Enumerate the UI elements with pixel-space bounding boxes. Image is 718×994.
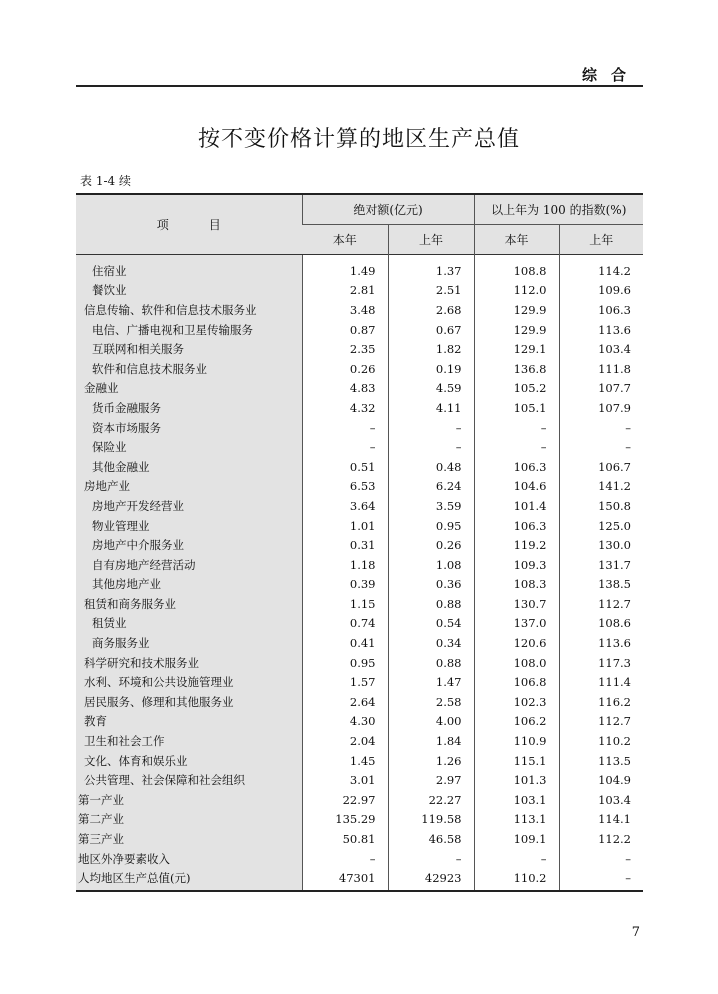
current-year-index-cell: 130.7 xyxy=(474,594,559,614)
current-year-index-cell: 137.0 xyxy=(474,614,559,634)
current-year-index-cell: 105.2 xyxy=(474,379,559,399)
previous-year-index-cell: 106.3 xyxy=(559,300,643,320)
previous-year-amount-cell: 0.19 xyxy=(388,359,474,379)
previous-year-index-cell: 109.6 xyxy=(559,281,643,301)
current-year-index-cell: 106.2 xyxy=(474,712,559,732)
current-year-amount-cell: 135.29 xyxy=(302,810,388,830)
row-label: 房地产开发经营业 xyxy=(76,496,302,516)
page-title: 按不变价格计算的地区生产总值 xyxy=(197,127,520,152)
table-row xyxy=(76,712,643,732)
previous-year-index-cell: 141.2 xyxy=(559,477,643,497)
previous-year-index-cell: 103.4 xyxy=(559,790,643,810)
previous-year-index-cell: – xyxy=(559,849,643,869)
row-label: 金融业 xyxy=(76,379,302,399)
row-label: 其他金融业 xyxy=(76,457,302,477)
previous-year-amount-cell: 1.37 xyxy=(388,255,474,281)
previous-year-amount-cell: – xyxy=(388,418,474,438)
current-year-index-cell: 109.1 xyxy=(474,829,559,849)
current-year-index-cell: 120.6 xyxy=(474,633,559,653)
previous-year-amount-cell: – xyxy=(388,437,474,457)
previous-year-amount-cell: 1.08 xyxy=(388,555,474,575)
current-year-amount-cell: 0.26 xyxy=(302,359,388,379)
current-year-index-cell: 129.1 xyxy=(474,339,559,359)
previous-year-amount-cell: 46.58 xyxy=(388,829,474,849)
page-number: 7 xyxy=(631,925,640,940)
row-label: 水利、环境和公共设施管理业 xyxy=(76,672,302,692)
previous-year-amount-cell: 0.36 xyxy=(388,575,474,595)
previous-year-index-cell: 111.4 xyxy=(559,672,643,692)
previous-year-index-cell: 138.5 xyxy=(559,575,643,595)
table-row xyxy=(76,457,643,477)
row-label: 电信、广播电视和卫星传输服务 xyxy=(76,320,302,340)
current-year-index-cell: 106.3 xyxy=(474,457,559,477)
current-year-amount-cell: 4.32 xyxy=(302,398,388,418)
previous-year-amount-cell: 1.82 xyxy=(388,339,474,359)
current-year-index-cell: 113.1 xyxy=(474,810,559,830)
table-row xyxy=(76,672,643,692)
current-year-index-cell: – xyxy=(474,849,559,869)
current-year-amount-cell: 0.95 xyxy=(302,653,388,673)
table-row xyxy=(76,614,643,634)
row-label: 互联网和相关服务 xyxy=(76,339,302,359)
previous-year-index-cell: 108.6 xyxy=(559,614,643,634)
previous-year-amount-cell: 0.95 xyxy=(388,516,474,536)
previous-year-amount-cell: 0.67 xyxy=(388,320,474,340)
current-year-index-cell: 110.2 xyxy=(474,868,559,891)
current-year-index-cell: 136.8 xyxy=(474,359,559,379)
absolute-amount-header: 绝对额(亿元) xyxy=(302,194,474,225)
previous-year-amount-cell: 0.48 xyxy=(388,457,474,477)
current-year-amount-cell: – xyxy=(302,437,388,457)
current-year-index-cell: 105.1 xyxy=(474,398,559,418)
previous-year-amount-cell: 2.51 xyxy=(388,281,474,301)
current-year-amount-cell: 0.51 xyxy=(302,457,388,477)
table-row xyxy=(76,868,643,891)
row-label: 货币金融服务 xyxy=(76,398,302,418)
previous-year-index-cell: 103.4 xyxy=(559,339,643,359)
table-row xyxy=(76,496,643,516)
row-label: 物业管理业 xyxy=(76,516,302,536)
current-year-amount-cell: 2.81 xyxy=(302,281,388,301)
table-row xyxy=(76,555,643,575)
previous-year-index-cell: 114.2 xyxy=(559,255,643,281)
row-label: 住宿业 xyxy=(76,255,302,281)
previous-year-index-cell: 107.9 xyxy=(559,398,643,418)
row-label: 公共管理、社会保障和社会组织 xyxy=(76,770,302,790)
current-year-amount-cell: 2.04 xyxy=(302,731,388,751)
row-label: 其他房地产业 xyxy=(76,575,302,595)
current-year-index-cell: – xyxy=(474,437,559,457)
current-year-amount-header: 本年 xyxy=(302,225,388,255)
previous-year-amount-cell: – xyxy=(388,849,474,869)
current-year-index-cell: 108.0 xyxy=(474,653,559,673)
current-year-index-cell: 103.1 xyxy=(474,790,559,810)
previous-year-amount-cell: 4.11 xyxy=(388,398,474,418)
previous-year-amount-cell: 0.88 xyxy=(388,653,474,673)
row-label: 第二产业 xyxy=(76,810,302,830)
current-year-index-cell: 104.6 xyxy=(474,477,559,497)
table-row xyxy=(76,751,643,771)
table-row xyxy=(76,653,643,673)
table-row xyxy=(76,418,643,438)
row-label: 教育 xyxy=(76,712,302,732)
previous-year-amount-cell: 4.59 xyxy=(388,379,474,399)
table-row xyxy=(76,692,643,712)
previous-year-amount-cell: 3.59 xyxy=(388,496,474,516)
current-year-amount-cell: 1.18 xyxy=(302,555,388,575)
current-year-amount-cell: 3.01 xyxy=(302,770,388,790)
current-year-amount-cell: 22.97 xyxy=(302,790,388,810)
table-row xyxy=(76,575,643,595)
table-row xyxy=(76,810,643,830)
current-year-index-cell: 108.3 xyxy=(474,575,559,595)
current-year-amount-cell: 3.48 xyxy=(302,300,388,320)
current-year-index-cell: 102.3 xyxy=(474,692,559,712)
current-year-amount-cell: 0.87 xyxy=(302,320,388,340)
current-year-amount-cell: 0.31 xyxy=(302,535,388,555)
previous-year-index-cell: 110.2 xyxy=(559,731,643,751)
table-row xyxy=(76,300,643,320)
previous-year-index-cell: 117.3 xyxy=(559,653,643,673)
table-row xyxy=(76,339,643,359)
row-label: 地区外净要素收入 xyxy=(76,849,302,869)
previous-year-index-cell: 112.7 xyxy=(559,594,643,614)
current-year-amount-cell: 1.01 xyxy=(302,516,388,536)
row-label: 居民服务、修理和其他服务业 xyxy=(76,692,302,712)
previous-year-index-cell: 106.7 xyxy=(559,457,643,477)
row-label: 自有房地产经营活动 xyxy=(76,555,302,575)
row-label: 卫生和社会工作 xyxy=(76,731,302,751)
previous-year-amount-cell: 6.24 xyxy=(388,477,474,497)
previous-year-amount-cell: 1.84 xyxy=(388,731,474,751)
previous-year-index-cell: 112.2 xyxy=(559,829,643,849)
previous-year-index-cell: 114.1 xyxy=(559,810,643,830)
row-label: 人均地区生产总值(元) xyxy=(76,868,302,891)
row-label: 餐饮业 xyxy=(76,281,302,301)
row-label: 租赁业 xyxy=(76,614,302,634)
table-row xyxy=(76,535,643,555)
table-row xyxy=(76,398,643,418)
previous-year-amount-cell: 0.34 xyxy=(388,633,474,653)
current-year-amount-cell: 6.53 xyxy=(302,477,388,497)
current-year-amount-cell: 0.41 xyxy=(302,633,388,653)
current-year-index-cell: 106.3 xyxy=(474,516,559,536)
current-year-amount-cell: 2.64 xyxy=(302,692,388,712)
previous-year-amount-header: 上年 xyxy=(388,225,474,255)
table-row xyxy=(76,437,643,457)
row-label: 保险业 xyxy=(76,437,302,457)
current-year-amount-cell: – xyxy=(302,849,388,869)
current-year-amount-cell: 1.57 xyxy=(302,672,388,692)
table-row xyxy=(76,320,643,340)
previous-year-index-cell: 113.6 xyxy=(559,320,643,340)
current-year-index-cell: 109.3 xyxy=(474,555,559,575)
previous-year-amount-cell: 22.27 xyxy=(388,790,474,810)
table-row xyxy=(76,849,643,869)
previous-year-index-cell: 107.7 xyxy=(559,379,643,399)
previous-year-amount-cell: 0.88 xyxy=(388,594,474,614)
row-label: 租赁和商务服务业 xyxy=(76,594,302,614)
row-label: 房地产中介服务业 xyxy=(76,535,302,555)
previous-year-amount-cell: 0.26 xyxy=(388,535,474,555)
current-year-index-cell: 101.3 xyxy=(474,770,559,790)
row-label: 科学研究和技术服务业 xyxy=(76,653,302,673)
current-year-amount-cell: 3.64 xyxy=(302,496,388,516)
table-row xyxy=(76,379,643,399)
row-label: 第三产业 xyxy=(76,829,302,849)
current-year-amount-cell: 0.74 xyxy=(302,614,388,634)
row-label: 第一产业 xyxy=(76,790,302,810)
previous-year-amount-cell: 1.47 xyxy=(388,672,474,692)
current-year-amount-cell: 0.39 xyxy=(302,575,388,595)
current-year-index-cell: 119.2 xyxy=(474,535,559,555)
table-row xyxy=(76,731,643,751)
table-row xyxy=(76,281,643,301)
current-year-index-cell: 112.0 xyxy=(474,281,559,301)
current-year-amount-cell: 1.49 xyxy=(302,255,388,281)
previous-year-index-cell: – xyxy=(559,868,643,891)
previous-year-index-cell: – xyxy=(559,437,643,457)
section-label: 综合 xyxy=(581,66,640,84)
row-label: 房地产业 xyxy=(76,477,302,497)
table-row xyxy=(76,359,643,379)
previous-year-index-cell: 125.0 xyxy=(559,516,643,536)
previous-year-amount-cell: 4.00 xyxy=(388,712,474,732)
table-row xyxy=(76,829,643,849)
previous-year-index-cell: 113.6 xyxy=(559,633,643,653)
current-year-index-cell: 108.8 xyxy=(474,255,559,281)
table-row xyxy=(76,255,643,281)
item-column-header: 项目 xyxy=(76,194,302,255)
previous-year-amount-cell: 42923 xyxy=(388,868,474,891)
row-label: 信息传输、软件和信息技术服务业 xyxy=(76,300,302,320)
table-body xyxy=(76,255,643,892)
current-year-index-cell: 129.9 xyxy=(474,320,559,340)
row-label: 文化、体育和娱乐业 xyxy=(76,751,302,771)
previous-year-index-header: 上年 xyxy=(559,225,643,255)
current-year-index-cell: 110.9 xyxy=(474,731,559,751)
current-year-amount-cell: 1.15 xyxy=(302,594,388,614)
current-year-index-header: 本年 xyxy=(474,225,559,255)
previous-year-index-cell: 150.8 xyxy=(559,496,643,516)
current-year-index-cell: 101.4 xyxy=(474,496,559,516)
table-row xyxy=(76,770,643,790)
current-year-amount-cell: 47301 xyxy=(302,868,388,891)
header-rule xyxy=(76,85,643,87)
current-year-amount-cell: 4.30 xyxy=(302,712,388,732)
current-year-index-cell: – xyxy=(474,418,559,438)
previous-year-index-cell: – xyxy=(559,418,643,438)
row-label: 商务服务业 xyxy=(76,633,302,653)
table-row xyxy=(76,594,643,614)
row-label: 资本市场服务 xyxy=(76,418,302,438)
previous-year-amount-cell: 2.58 xyxy=(388,692,474,712)
previous-year-index-cell: 131.7 xyxy=(559,555,643,575)
current-year-index-cell: 106.8 xyxy=(474,672,559,692)
previous-year-index-cell: 113.5 xyxy=(559,751,643,771)
previous-year-index-cell: 116.2 xyxy=(559,692,643,712)
current-year-index-cell: 129.9 xyxy=(474,300,559,320)
previous-year-index-cell: 130.0 xyxy=(559,535,643,555)
statistics-table xyxy=(76,193,643,892)
table-row xyxy=(76,477,643,497)
row-label: 软件和信息技术服务业 xyxy=(76,359,302,379)
previous-year-amount-cell: 0.54 xyxy=(388,614,474,634)
current-year-amount-cell: 4.83 xyxy=(302,379,388,399)
previous-year-index-cell: 111.8 xyxy=(559,359,643,379)
previous-year-amount-cell: 2.97 xyxy=(388,770,474,790)
table-row xyxy=(76,633,643,653)
previous-year-amount-cell: 1.26 xyxy=(388,751,474,771)
current-year-amount-cell: – xyxy=(302,418,388,438)
current-year-amount-cell: 50.81 xyxy=(302,829,388,849)
current-year-amount-cell: 1.45 xyxy=(302,751,388,771)
current-year-amount-cell: 2.35 xyxy=(302,339,388,359)
previous-year-amount-cell: 2.68 xyxy=(388,300,474,320)
index-header: 以上年为 100 的指数(%) xyxy=(474,194,643,225)
previous-year-amount-cell: 119.58 xyxy=(388,810,474,830)
current-year-index-cell: 115.1 xyxy=(474,751,559,771)
table-row xyxy=(76,790,643,810)
previous-year-index-cell: 112.7 xyxy=(559,712,643,732)
table-caption: 表 1-4 续 xyxy=(80,174,131,188)
previous-year-index-cell: 104.9 xyxy=(559,770,643,790)
table-row xyxy=(76,516,643,536)
